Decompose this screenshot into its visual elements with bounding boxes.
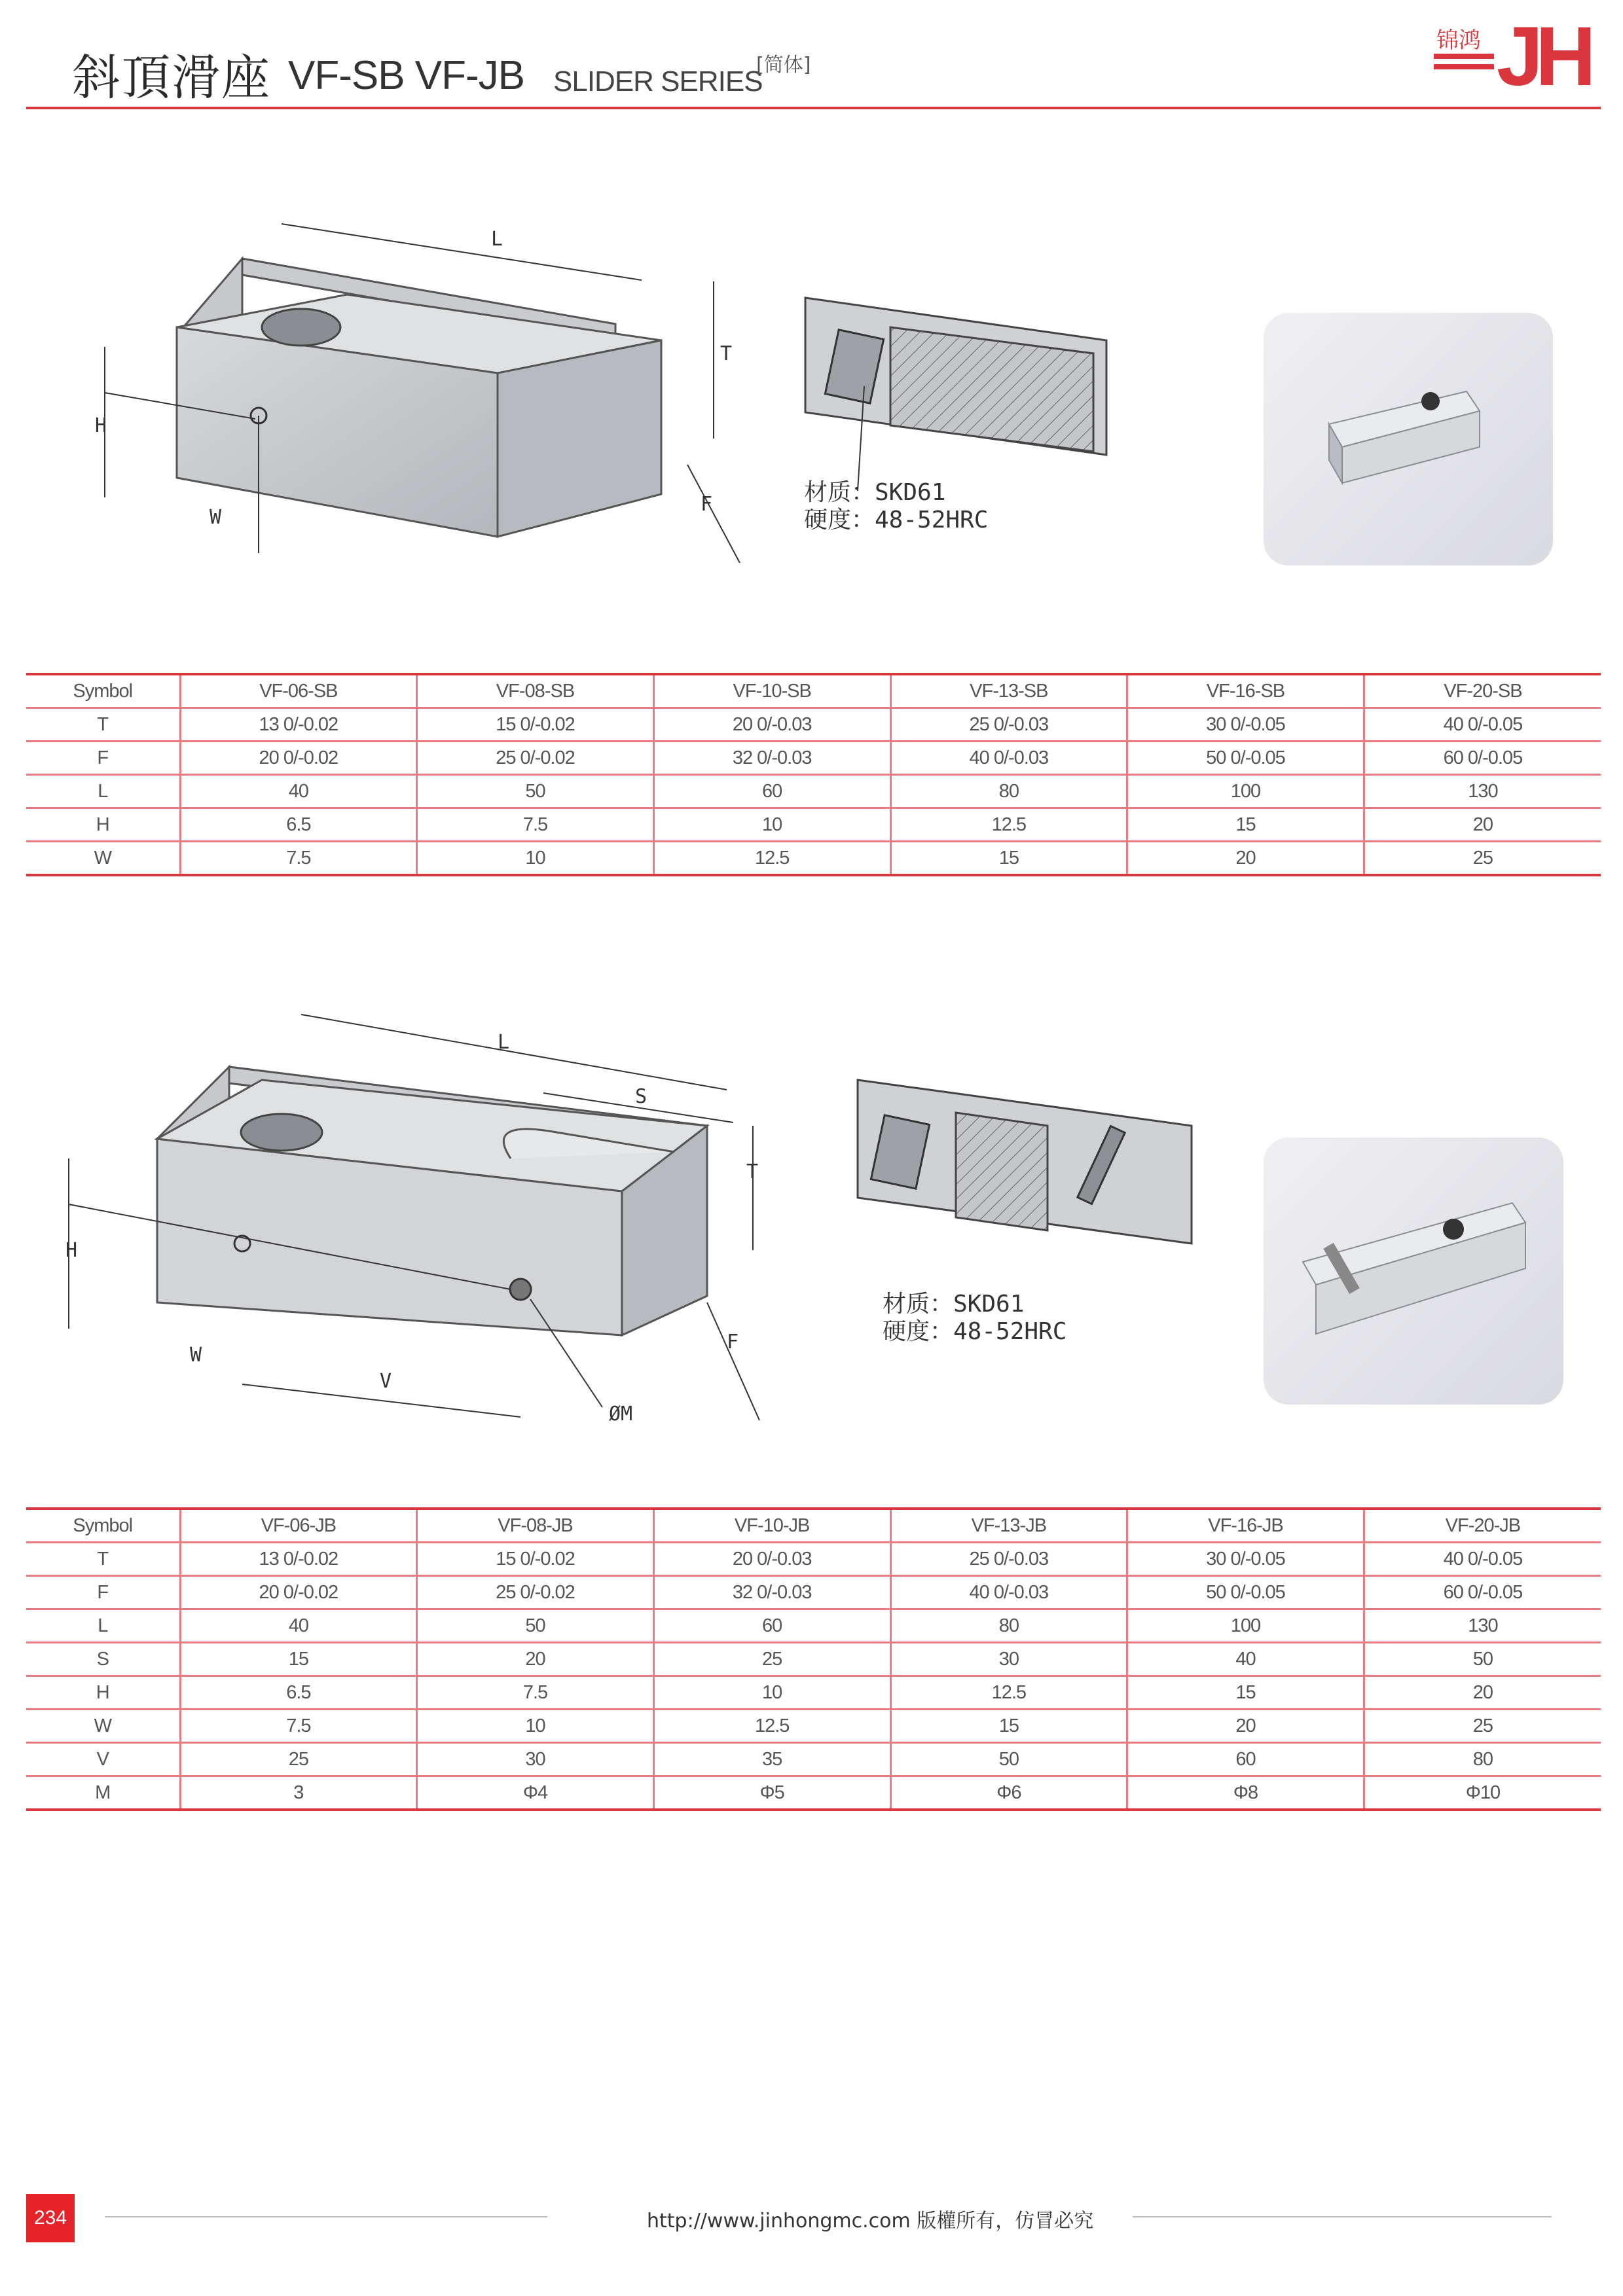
table-row [26, 1710, 1601, 1743]
header-cell: VF-10-JB [653, 1509, 890, 1543]
table-cell: 60 [653, 1609, 890, 1643]
symbol-cell: M [26, 1776, 180, 1810]
table-cell: 13 0/-0.02 [180, 708, 417, 742]
table-row [26, 1676, 1601, 1710]
table-cell: Φ4 [417, 1776, 654, 1810]
header-cell: VF-16-SB [1127, 674, 1364, 708]
table-cell: 50 0/-0.05 [1127, 1576, 1364, 1609]
symbol-cell: W [26, 842, 180, 876]
footer-rule-left [105, 2216, 547, 2217]
logo-mark-text: JH [1497, 12, 1588, 90]
table-cell: 30 0/-0.05 [1127, 1543, 1364, 1576]
symbol-cell: W [26, 1710, 180, 1743]
header-cell: VF-06-JB [180, 1509, 417, 1543]
sb-dim-W: W [210, 506, 222, 529]
sb-dimension-drawing [85, 196, 779, 563]
sb-dim-H: H [95, 414, 107, 437]
table-cell: 100 [1127, 775, 1364, 808]
table-cell: 40 0/-0.03 [890, 1576, 1127, 1609]
table-cell: Φ5 [653, 1776, 890, 1810]
table-cell: 50 [417, 1609, 654, 1643]
table-cell: 25 [180, 1743, 417, 1776]
table-cell: 32 0/-0.03 [653, 1576, 890, 1609]
symbol-cell: H [26, 808, 180, 842]
table-cell: 7.5 [180, 842, 417, 876]
table-header-row [26, 1509, 1601, 1543]
sb-material-label: 材质：SKD61 [804, 479, 946, 506]
table-cell: 20 0/-0.03 [653, 708, 890, 742]
table-cell: 20 [1127, 1710, 1364, 1743]
table-cell: 25 [1364, 1710, 1601, 1743]
table-cell: 40 0/-0.05 [1364, 1543, 1601, 1576]
script-variant-label: [简体] [756, 54, 811, 77]
jb-dim-V: V [380, 1370, 392, 1393]
table-cell: 15 [1127, 1676, 1364, 1710]
table-cell: 6.5 [180, 1676, 417, 1710]
symbol-cell: L [26, 1609, 180, 1643]
table-cell: 15 0/-0.02 [417, 708, 654, 742]
jb-dim-S: S [635, 1085, 647, 1108]
page-number: 234 [26, 2194, 75, 2242]
sb-hardness-label: 硬度：48-52HRC [804, 507, 989, 533]
jb-dim-H: H [65, 1239, 78, 1262]
table-cell: 35 [653, 1743, 890, 1776]
symbol-cell: T [26, 1543, 180, 1576]
table-row [26, 808, 1601, 842]
sb-dim-L: L [491, 228, 503, 251]
table-cell: 13 0/-0.02 [180, 1543, 417, 1576]
jb-hardness-label: 硬度：48-52HRC [883, 1318, 1067, 1345]
table-cell: 50 [890, 1743, 1127, 1776]
table-cell: 130 [1364, 775, 1601, 808]
table-cell: 20 [417, 1643, 654, 1676]
table-cell: 25 [1364, 842, 1601, 876]
table-cell: 80 [890, 1609, 1127, 1643]
table-cell: 30 0/-0.05 [1127, 708, 1364, 742]
header-cell: VF-10-SB [653, 674, 890, 708]
table-cell: 12.5 [653, 1710, 890, 1743]
table-cell: 10 [653, 808, 890, 842]
header-cell: VF-20-SB [1364, 674, 1601, 708]
table-cell: 130 [1364, 1609, 1601, 1643]
table-cell: 20 [1364, 808, 1601, 842]
table-cell: 12.5 [890, 808, 1127, 842]
jb-product-photo [1264, 1138, 1563, 1405]
header-cell: Symbol [26, 1509, 180, 1543]
header-cell: Symbol [26, 674, 180, 708]
symbol-cell: S [26, 1643, 180, 1676]
table-row [26, 842, 1601, 876]
jb-material-label: 材质：SKD61 [883, 1291, 1025, 1318]
jb-dim-W: W [190, 1344, 202, 1367]
header-rule [26, 107, 1601, 109]
table-cell: 10 [417, 842, 654, 876]
table-cell: 7.5 [180, 1710, 417, 1743]
table-cell: 25 [653, 1643, 890, 1676]
table-cell: 50 0/-0.05 [1127, 742, 1364, 775]
table-cell: 20 0/-0.02 [180, 742, 417, 775]
symbol-cell: F [26, 1576, 180, 1609]
table-cell: 25 0/-0.02 [417, 1576, 654, 1609]
table-row [26, 1543, 1601, 1576]
table-cell: 60 0/-0.05 [1364, 1576, 1601, 1609]
jb-dimension-drawing [52, 1001, 786, 1446]
sb-dim-T: T [720, 342, 733, 365]
header-cell: VF-16-JB [1127, 1509, 1364, 1543]
table-cell: 3 [180, 1776, 417, 1810]
table-cell: 80 [890, 775, 1127, 808]
footer-rule-right [1133, 2216, 1552, 2217]
table-row [26, 708, 1601, 742]
table-cell: 15 [890, 1710, 1127, 1743]
table-cell: 30 [890, 1643, 1127, 1676]
table-cell: 20 [1364, 1676, 1601, 1710]
table-cell: 15 [890, 842, 1127, 876]
table-cell: 40 [180, 775, 417, 808]
table-cell: 40 0/-0.03 [890, 742, 1127, 775]
table-row [26, 742, 1601, 775]
table-cell: 60 [653, 775, 890, 808]
header-cell: VF-08-JB [417, 1509, 654, 1543]
table-row [26, 1776, 1601, 1810]
table-cell: 40 0/-0.05 [1364, 708, 1601, 742]
table-cell: 40 [1127, 1643, 1364, 1676]
jb-section-drawing [851, 1067, 1205, 1263]
table-row [26, 1643, 1601, 1676]
table-cell: 20 0/-0.02 [180, 1576, 417, 1609]
table-row [26, 1576, 1601, 1609]
jb-spec-table [26, 1507, 1601, 1811]
table-cell: 10 [417, 1710, 654, 1743]
table-cell: 20 [1127, 842, 1364, 876]
table-cell: 25 0/-0.03 [890, 708, 1127, 742]
table-cell: 60 0/-0.05 [1364, 742, 1601, 775]
table-cell: 10 [653, 1676, 890, 1710]
header-cell: VF-06-SB [180, 674, 417, 708]
symbol-cell: F [26, 742, 180, 775]
symbol-cell: V [26, 1743, 180, 1776]
page-title-cn: 斜頂滑座 [72, 50, 271, 106]
sb-spec-table [26, 673, 1601, 876]
symbol-cell: L [26, 775, 180, 808]
page-title-code: VF-SB VF-JB [288, 53, 525, 98]
table-cell: 32 0/-0.03 [653, 742, 890, 775]
sb-product-photo [1264, 313, 1553, 565]
header-cell: VF-20-JB [1364, 1509, 1601, 1543]
table-cell: 30 [417, 1743, 654, 1776]
jb-dim-M: ØM [609, 1403, 633, 1426]
table-cell: 50 [417, 775, 654, 808]
symbol-cell: T [26, 708, 180, 742]
table-cell: 40 [180, 1609, 417, 1643]
table-cell: Φ8 [1127, 1776, 1364, 1810]
table-cell: 50 [1364, 1643, 1601, 1676]
table-cell: Φ6 [890, 1776, 1127, 1810]
table-cell: 15 0/-0.02 [417, 1543, 654, 1576]
header-cell: VF-13-SB [890, 674, 1127, 708]
jb-dim-F: F [727, 1331, 739, 1354]
table-cell: 7.5 [417, 1676, 654, 1710]
table-cell: 6.5 [180, 808, 417, 842]
table-cell: 20 0/-0.03 [653, 1543, 890, 1576]
page-title-series: SLIDER SERIES [553, 65, 763, 98]
table-row [26, 1743, 1601, 1776]
table-row [26, 775, 1601, 808]
jb-dim-T: T [746, 1160, 759, 1183]
table-cell: Φ10 [1364, 1776, 1601, 1810]
logo-cn-text: 锦鸿 [1436, 27, 1481, 54]
table-row [26, 1609, 1601, 1643]
sb-dim-F: F [701, 493, 713, 516]
table-cell: 80 [1364, 1743, 1601, 1776]
company-logo [1434, 12, 1604, 90]
header-cell: VF-13-JB [890, 1509, 1127, 1543]
table-cell: 7.5 [417, 808, 654, 842]
table-cell: 15 [1127, 808, 1364, 842]
table-cell: 15 [180, 1643, 417, 1676]
table-cell: 25 0/-0.03 [890, 1543, 1127, 1576]
table-cell: 12.5 [653, 842, 890, 876]
table-cell: 25 0/-0.02 [417, 742, 654, 775]
table-cell: 12.5 [890, 1676, 1127, 1710]
symbol-cell: H [26, 1676, 180, 1710]
footer-copyright: http://www.jinhongmc.com 版權所有，仿冒必究 [647, 2210, 1094, 2233]
table-cell: 60 [1127, 1743, 1364, 1776]
header-cell: VF-08-SB [417, 674, 654, 708]
jb-dim-L: L [498, 1031, 510, 1054]
table-cell: 100 [1127, 1609, 1364, 1643]
table-header-row [26, 674, 1601, 708]
